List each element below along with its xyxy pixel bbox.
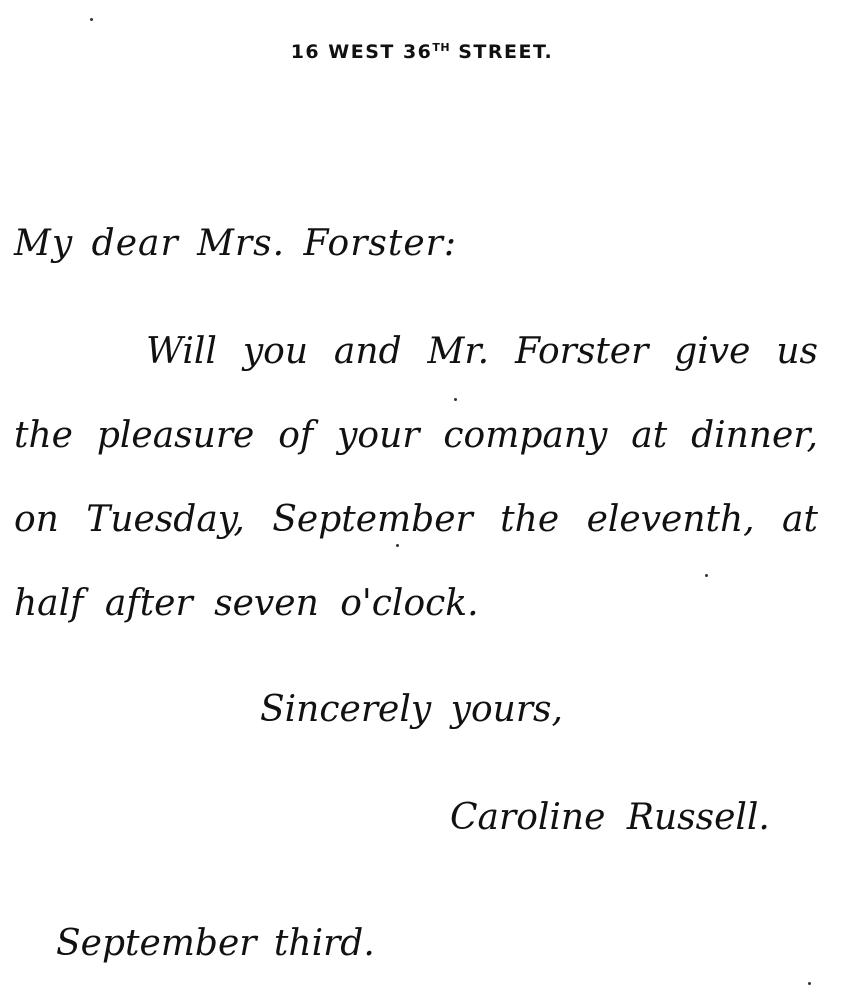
paper-speck — [90, 18, 93, 21]
paper-speck — [454, 398, 457, 401]
salutation: My dear Mrs. Forster: — [14, 223, 458, 264]
date: September third. — [56, 923, 375, 964]
closing: Sincerely yours, — [260, 689, 563, 730]
paper-speck — [396, 544, 399, 547]
body-line-4: half after seven o'clock. — [14, 583, 479, 624]
address-number: 16 WEST 36 — [290, 41, 433, 63]
letterhead-address — [0, 41, 844, 63]
address-ordinal-suffix: TH — [432, 41, 451, 54]
paper-speck — [705, 574, 708, 577]
signature: Caroline Russell. — [450, 797, 770, 838]
body-line-1: Will you and Mr. Forster give us — [146, 331, 818, 372]
paper-speck — [808, 982, 811, 985]
address-street: STREET. — [458, 41, 554, 63]
body-line-2: the pleasure of your company at dinner, — [14, 415, 818, 456]
body-line-3: on Tuesday, September the eleventh, at — [14, 499, 818, 540]
